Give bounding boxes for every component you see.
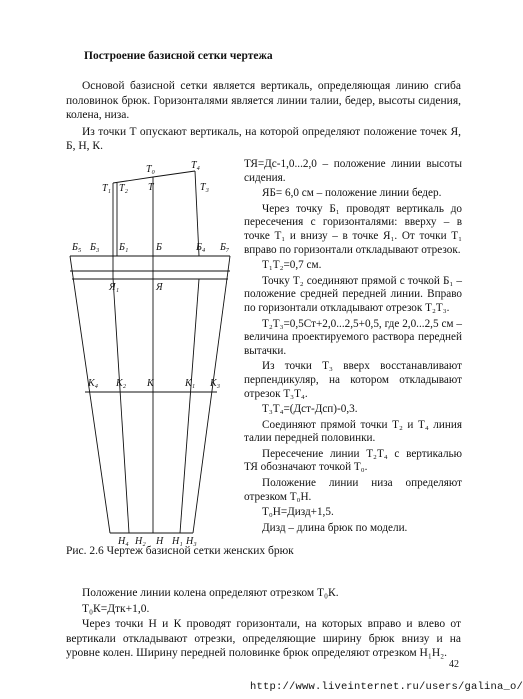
label-Ya1: Я₁ <box>109 282 120 293</box>
label-H1: Н₁ <box>172 536 183 547</box>
label-T4: Т₄ <box>191 160 201 171</box>
step-2: ЯБ= 6,0 см – положение линии бедер. <box>262 187 442 200</box>
label-H4: Н₄ <box>118 536 129 547</box>
label-K1: К₁ <box>185 378 196 389</box>
intro-paragraph-1: Основой базисной сетки является вертикаль, определяющая линию сгиба половинок брюк. Горизонталями является линии талии, бедер, высоты сидения, колена, низа. <box>66 80 461 121</box>
label-B: Б <box>156 242 162 253</box>
left-side-line <box>70 256 110 533</box>
page-number: 42 <box>449 659 459 670</box>
step-4: Т₁Т₂=0,7 см. <box>262 259 322 272</box>
construction-steps <box>244 158 462 537</box>
right-side-line <box>193 256 230 533</box>
bottom-paragraph-2: Т₀К=Дтк+1,0. <box>82 602 150 615</box>
source-url[interactable]: http://www.liveinternet.ru/users/galina_o/ <box>250 681 523 693</box>
label-K2: К₂ <box>116 378 127 389</box>
label-K4: К₄ <box>88 378 99 389</box>
step-5: Точку Т₂ соединяют прямой с точкой Б₁ – положение средней передней линии. Вправо по горизонтали откладывают отрезок Т₂Т₃. <box>244 274 462 314</box>
label-H3: Н₃ <box>186 536 197 547</box>
bottom-text <box>66 586 461 662</box>
section-heading: Построение базисной сетки чертежа <box>84 50 273 62</box>
label-B7: Б₇ <box>220 242 230 253</box>
step-1: ТЯ=Дс-1,0...2,0 – положение линии высоты сидения. <box>244 158 462 184</box>
label-B5: Б₅ <box>72 242 82 253</box>
step-12: Т₀Н=Дизд+1,5. <box>262 506 334 519</box>
label-K: К <box>147 378 154 389</box>
label-B4: Б₄ <box>196 242 206 253</box>
bottom-paragraph-3: Через точки Н и К проводят горизонтали, на которых вправо и влево от вертикали откладывают отрезки, определяющие ширину брюк внизу и на уровне колен. Ширину передней половинке брюк определяют отрезком Н₁Н₂. <box>66 618 461 659</box>
step-8: Т₃Т₄=(Дст-Дсп)-0,3. <box>262 403 358 416</box>
label-B1: Б₁ <box>119 242 129 253</box>
step-7: Из точки Т₃ вверх восстанавливают перпендикуляр, на котором откладывают отрезок Т₃Т₄. <box>244 360 462 400</box>
step-10: Пересечение линии Т₂Т₄ с вертикалью ТЯ обозначают точкой Т₀. <box>244 447 462 474</box>
step-3: Через точку Б₁ проводят вертикаль до пересечения с горизонталями: вверху – в точке Т₁ и внизу – в точке Я₁. От точки Т₁ вправо по горизонтали откладывают отрезок. <box>244 202 462 256</box>
label-T2: Т₂ <box>119 183 129 194</box>
bottom-paragraph-1: Положение линии колена определяют отрезком Т₀К. <box>82 587 339 599</box>
label-H: Н <box>156 536 164 547</box>
inner-left-leg <box>113 278 129 533</box>
figure-caption: Рис. 2.6 Чертеж базисной сетки женских брюк <box>66 545 294 557</box>
label-T1: Т₁ <box>102 183 112 194</box>
label-T3: Т₃ <box>200 182 210 193</box>
step-11: Положение линии низа определяют отрезком Т₀Н. <box>244 477 462 503</box>
inner-right-leg <box>180 279 199 533</box>
label-T0: Т₀ <box>146 164 156 175</box>
label-B3: Б₃ <box>90 242 100 253</box>
label-Ya: Я <box>156 282 163 293</box>
label-H2: Н₂ <box>135 536 146 547</box>
step-9: Соединяют прямой точки Т₂ и Т₄ линия талии передней половинки. <box>244 418 462 445</box>
step-13: Дизд – длина брюк по модели. <box>262 521 408 534</box>
step-6: Т₂Т₃=0,5Ст+2,0...2,5+0,5, где 2,0...2,5 см – величина проектируемого раствора передней вытачки. <box>244 317 462 357</box>
label-T: Т <box>148 182 154 193</box>
label-K3: К₃ <box>210 378 221 389</box>
intro-paragraph-2: Из точки Т опускают вертикаль, на которой определяют положение точек Я, Б, Н, К. <box>66 125 461 152</box>
